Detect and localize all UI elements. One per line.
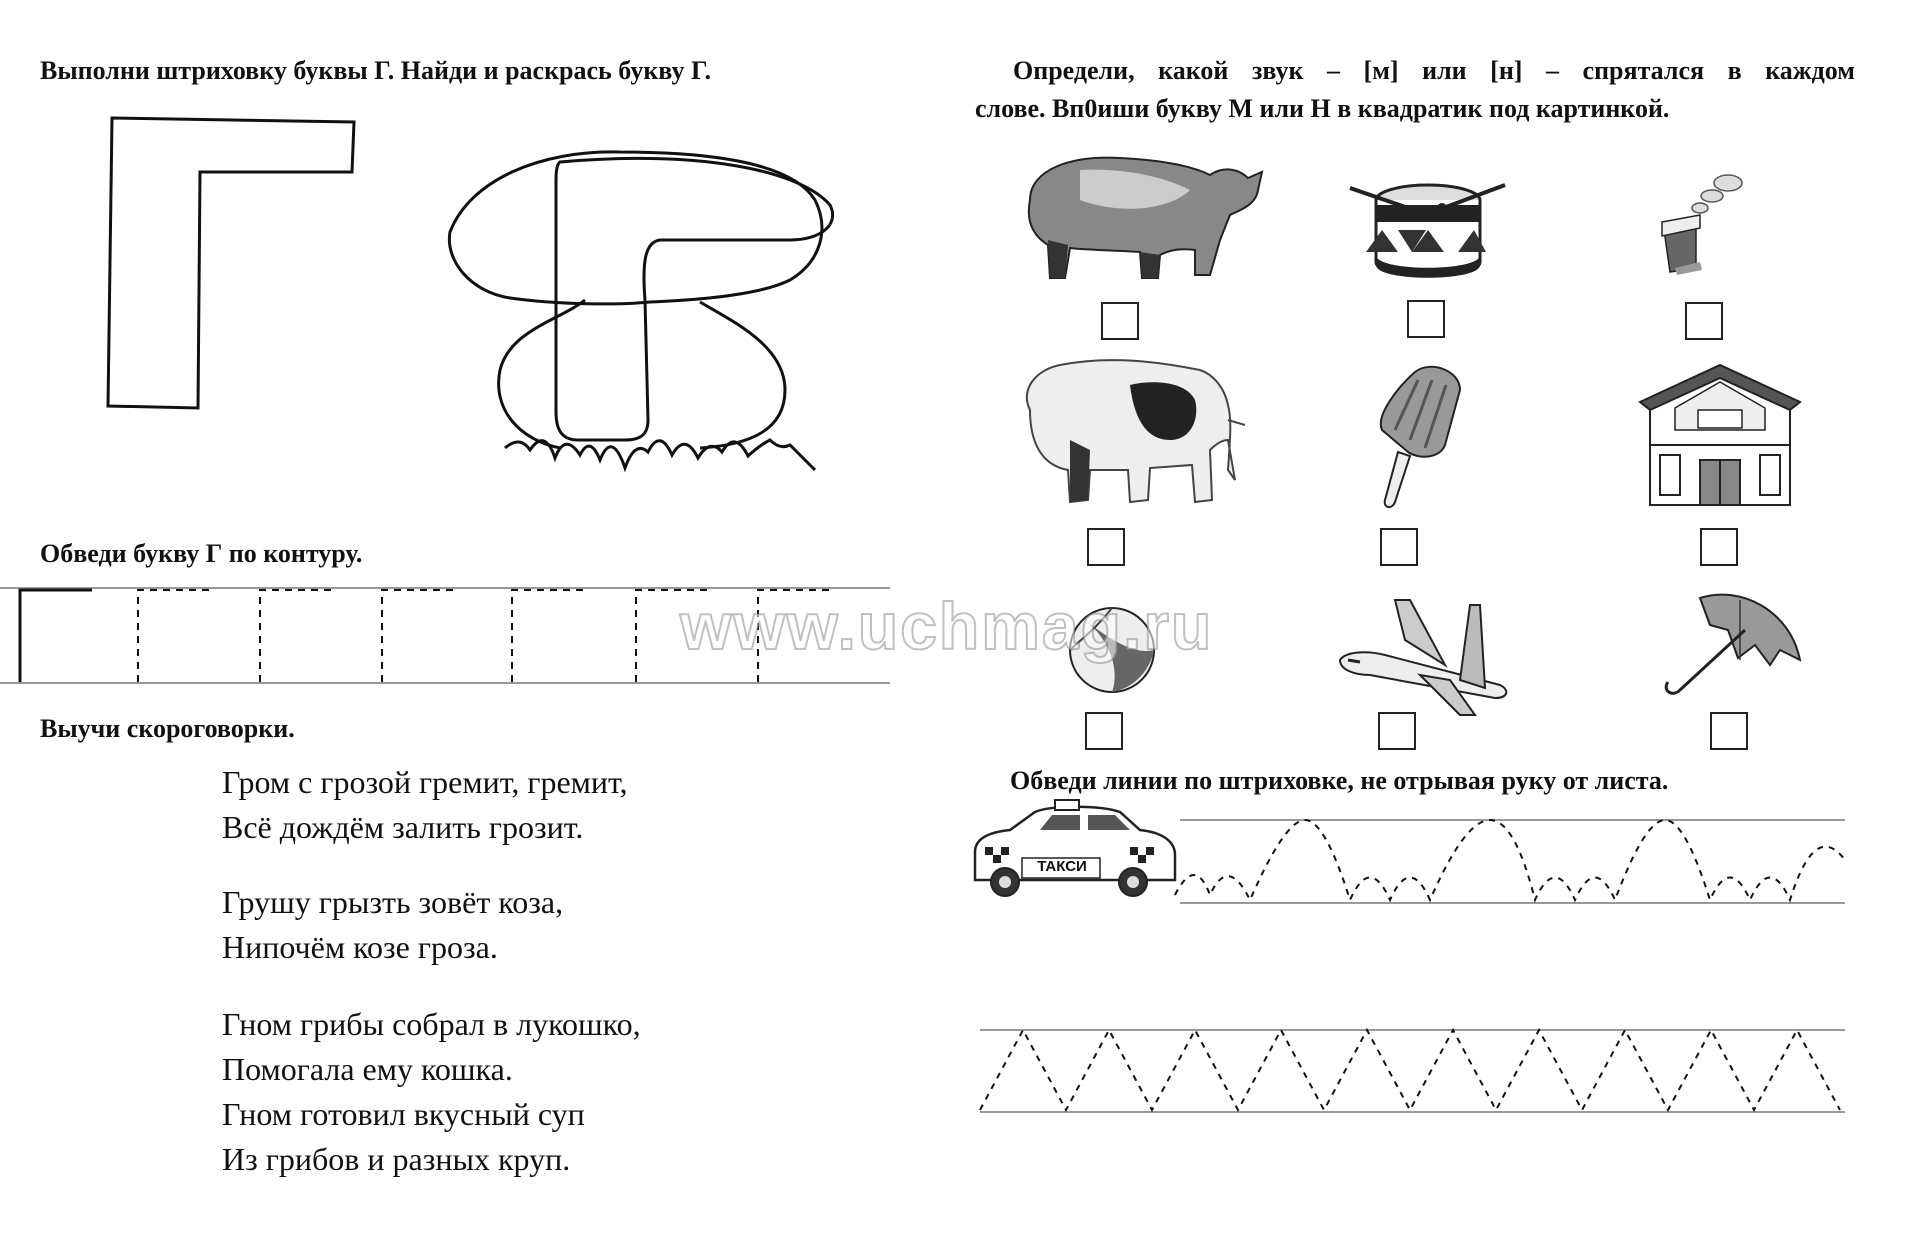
task2-title: Обведи букву Г по контуру.: [40, 539, 363, 568]
poem-line: Из грибов и разных круп.: [222, 1141, 571, 1177]
answer-box-rhino[interactable]: [1101, 302, 1139, 340]
answer-box-airplane[interactable]: [1378, 712, 1416, 750]
tongue-twister-3: [222, 1002, 641, 1182]
answer-box-chimney[interactable]: [1685, 302, 1723, 340]
poem-line: Гром с грозой гремит, гремит,: [222, 764, 628, 800]
answer-box-house[interactable]: [1700, 528, 1738, 566]
taxi-label: ТАКСИ: [1037, 858, 1087, 875]
poem-line: Помогала ему кошка.: [222, 1051, 513, 1087]
tracing-zigzag[interactable]: [0, 0, 1, 1]
answer-box-elephant[interactable]: [1087, 528, 1125, 566]
poem-line: Гном грибы собрал в лукошко,: [222, 1006, 641, 1042]
task4-title: [975, 52, 1855, 128]
task1-title: Выполни штриховку буквы Г. Найди и раскрась букву Г.: [40, 56, 712, 85]
task4-title-line1: Определи, какой звук – [м] или [н] – спрятался в каждом: [1013, 56, 1855, 85]
watermark: www.uchmag.ru: [680, 589, 1214, 663]
tongue-twister-1: [222, 760, 628, 850]
answer-box-umbrella[interactable]: [1710, 712, 1748, 750]
poem-line: Всё дождём залить грозит.: [222, 809, 584, 845]
answer-box-drum[interactable]: [1407, 300, 1445, 338]
poem-line: Грушу грызть зовёт коза,: [222, 884, 564, 920]
tongue-twister-2: [222, 880, 563, 970]
poem-line: Нипочём козе гроза.: [222, 929, 498, 965]
task5-title: Обведи линии по штриховке, не отрывая руку от листа.: [1010, 766, 1669, 795]
answer-box-ball[interactable]: [1085, 712, 1123, 750]
poem-line: Гном готовил вкусный суп: [222, 1096, 585, 1132]
task4-title-line2: слове. Вп0иши букву М или Н в квадратик под картинкой.: [975, 94, 1670, 123]
answer-box-ice-cream[interactable]: [1380, 528, 1418, 566]
task3-title: Выучи скороговорки.: [40, 714, 295, 743]
